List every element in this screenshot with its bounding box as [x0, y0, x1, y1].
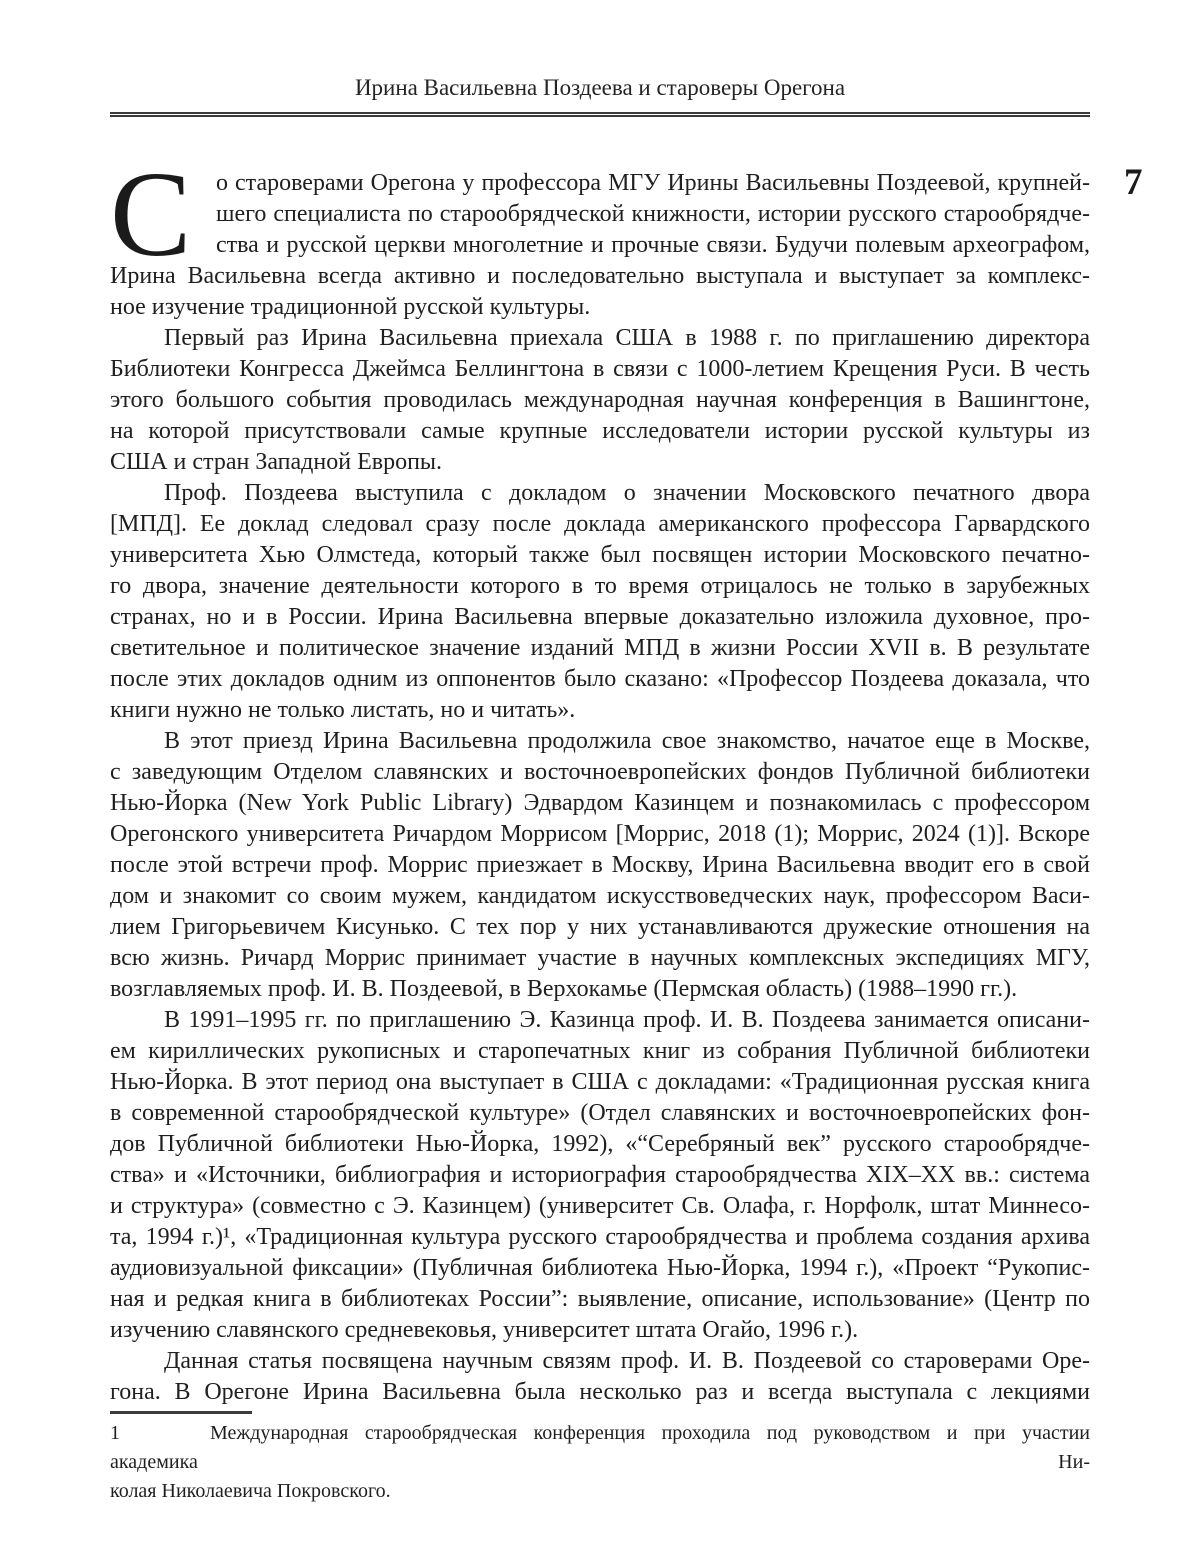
text-line: Библиотеки Конгресса Джеймса Беллингтона в связи с 1000-летием Крещения Руси. В честь	[110, 356, 1090, 382]
footnote-line	[110, 1419, 1090, 1477]
text-line: Ирина Васильевна всегда активно и последовательно выступала и выступает за комплекс-	[110, 263, 1090, 289]
text-line: гона. В Орегоне Ирина Васильевна была несколько раз и всегда выступала с лекциями	[110, 1379, 1090, 1405]
text-line: светительное и политическое значение изданий МПД в жизни России XVII в. В результате	[110, 635, 1090, 661]
text-line: странах, но и в России. Ирина Васильевна впервые доказательно изложила духовное, про-	[110, 604, 1090, 630]
text-line: В этот приезд Ирина Васильевна продолжила свое знакомство, начатое еще в Москве,	[164, 728, 1090, 754]
text-line: в современной старообрядческой культуре» (Отдел славянских и восточноевропейских фон-	[110, 1100, 1090, 1126]
drop-cap: С	[110, 147, 192, 282]
footnote	[110, 1419, 1090, 1506]
text-line: лием Григорьевичем Кисунько. С тех пор у них устанавливаются дружеские отношения на	[110, 914, 1090, 940]
paragraph	[110, 1005, 1090, 1346]
text-line: Нью-Йорка (New York Public Library) Эдвардом Казинцем и познакомилась с профессором	[110, 790, 1090, 816]
page-number: 7	[1124, 162, 1143, 203]
text-line: этого большого события проводилась международная научная конференция в Вашингтоне,	[110, 387, 1090, 413]
footnote-line: колая Николаевича Покровского.	[110, 1480, 391, 1502]
paragraph	[110, 147, 1090, 323]
footnote-text: Международная старообрядческая конференция проходила под руководством и при участии академика Ни-	[110, 1422, 1090, 1473]
text-line: с заведующим Отделом славянских и восточноевропейских фондов Публичной библиотеки	[110, 759, 1090, 785]
text-line: университета Хью Олмстеда, который также был посвящен истории Московского печатно-	[110, 542, 1090, 568]
paragraph	[110, 478, 1090, 726]
text-line: Первый раз Ирина Васильевна приехала США в 1988 г. по приглашению директора	[164, 325, 1090, 351]
text-line: Данная статья посвящена научным связям проф. И. В. Поздеевой со староверами Оре-	[164, 1348, 1090, 1374]
text-line: ем кириллических рукописных и старопечатных книг из собрания Публичной библиотеки	[110, 1038, 1090, 1064]
text-line: ная и редкая книга в библиотеках России”: выявление, описание, использование» (Центр по	[110, 1286, 1090, 1312]
text-line: Нью-Йорка. В этот период она выступает в США с докладами: «Традиционная русская книга	[110, 1069, 1090, 1095]
text-line: аудиовизуальной фиксации» (Публичная библиотека Нью-Йорка, 1994 г.), «Проект “Рукопис-	[110, 1255, 1090, 1281]
header-rule	[110, 112, 1090, 117]
text-line: на которой присутствовали самые крупные исследователи истории русской культуры из	[110, 418, 1090, 444]
text-line: ное изучение традиционной русской культуры.	[110, 294, 591, 320]
text-line: о староверами Орегона у профессора МГУ Ирины Васильевны Поздеевой, крупней-	[216, 170, 1090, 196]
text-line: ства» и «Источники, библиография и историография старообрядчества XIX–XX вв.: система	[110, 1162, 1090, 1188]
text-line: [МПД]. Ее доклад следовал сразу после доклада американского профессора Гарвардского	[110, 511, 1090, 537]
text-line: изучению славянского средневековья, университет штата Огайо, 1996 г.).	[110, 1317, 859, 1343]
text-line: Орегонского университета Ричардом Моррисом [Моррис, 2018 (1); Моррис, 2024 (1)]. Вскоре	[110, 821, 1090, 847]
text-line: книги нужно не только листать, но и читать».	[110, 697, 576, 723]
text-line: всю жизнь. Ричард Моррис принимает участие в научных комплексных экспедициях МГУ,	[110, 945, 1090, 971]
text-line: дом и знакомит со своим мужем, кандидатом искусствоведческих наук, профессором Васи-	[110, 883, 1090, 909]
article-body	[110, 147, 1090, 1408]
text-line: и структура» (совместно с Э. Казинцем) (университет Св. Олафа, г. Норфолк, штат Миннесо-	[110, 1193, 1090, 1219]
text-line: дов Публичной библиотеки Нью-Йорка, 1992), «“Серебряный век” русского старообрядче-	[110, 1131, 1090, 1157]
running-header: Ирина Васильевна Поздеева и староверы Орегона	[354, 75, 846, 100]
paragraph	[110, 323, 1090, 478]
text-line: после этой встречи проф. Моррис приезжает в Москву, Ирина Васильевна вводит его в свой	[110, 852, 1090, 878]
text-line: В 1991–1995 гг. по приглашению Э. Казинца проф. И. В. Поздеева занимается описани-	[164, 1007, 1090, 1033]
paragraph	[110, 1346, 1090, 1408]
footnote-marker: 1	[110, 1422, 120, 1444]
text-line: после этих докладов одним из оппонентов было сказано: «Профессор Поздеева доказала, что	[110, 666, 1090, 692]
text-line: Проф. Поздеева выступила с докладом о значении Московского печатного двора	[164, 480, 1090, 506]
paragraph	[110, 726, 1090, 1005]
text-line: та, 1994 г.)¹, «Традиционная культура русского старообрядчества и проблема создания архива	[110, 1224, 1090, 1250]
text-line: возглавляемых проф. И. В. Поздеевой, в Верхокамье (Пермская область) (1988–1990 гг.).	[110, 976, 1018, 1002]
footnote-rule	[110, 1411, 252, 1414]
text-line: США и стран Западной Европы.	[110, 449, 443, 475]
text-line: го двора, значение деятельности которого в то время отрицалось не только в зарубежных	[110, 573, 1090, 599]
text-line: ства и русской церкви многолетние и прочные связи. Будучи полевым археографом,	[216, 232, 1090, 258]
text-line: шего специалиста по старообрядческой книжности, истории русского старообрядче-	[216, 201, 1090, 227]
